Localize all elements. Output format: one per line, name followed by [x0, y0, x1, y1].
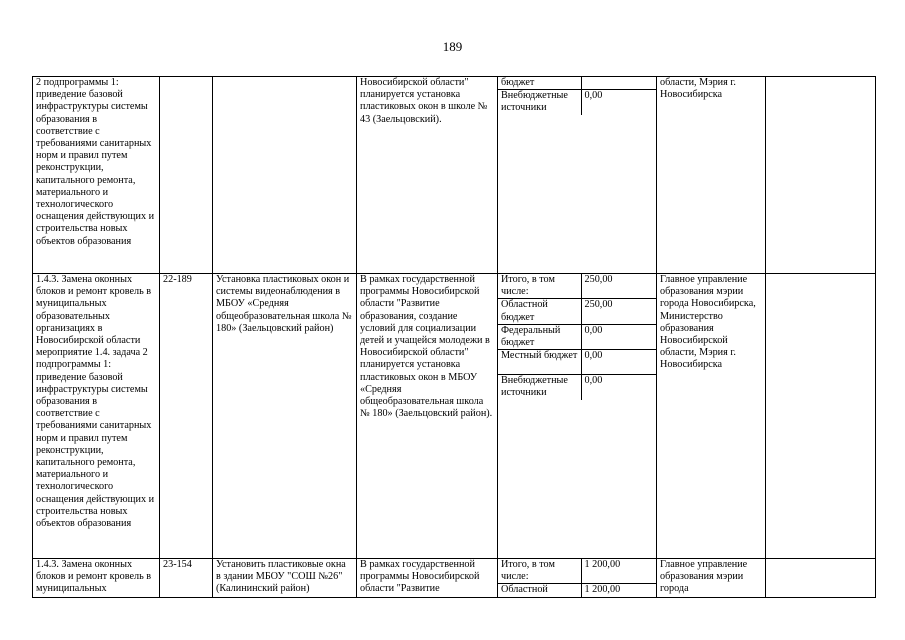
- financing-amount: 250,00: [581, 274, 657, 299]
- financing-table: [498, 559, 657, 597]
- financing-source: Областной бюджет: [498, 299, 581, 324]
- financing-table: [498, 77, 657, 115]
- financing-table: [498, 274, 657, 400]
- financing-source: бюджет: [501, 77, 535, 88]
- financing-amount: 1 200,00: [581, 559, 657, 584]
- financing-source: Местный бюджет: [498, 350, 581, 375]
- executor-cell: Главное управление образования мэрии города Новосибирска, Министерство образования Новосибирской области, Мэрия г. Новосибирска: [657, 274, 766, 559]
- code-cell: 23-154: [160, 559, 213, 598]
- measure-cell: Установка пластиковых окон и системы видеонаблюдения в МБОУ «Средняя общеобразовательная школа № 180» (Заельцовский район): [213, 274, 357, 559]
- financing-row: [498, 584, 657, 597]
- note-cell: [766, 77, 876, 274]
- financing-row: [498, 559, 657, 584]
- financing-amount: 0,00: [581, 324, 657, 349]
- financing-amount: 250,00: [581, 299, 657, 324]
- expected-result-cell: Новосибирской области" планируется установка пластиковых окон в школе № 43 (Заельцовский).: [357, 77, 498, 274]
- financing-amount: 0,00: [581, 350, 657, 375]
- note-cell: [766, 559, 876, 598]
- expected-result-cell: В рамках государственной программы Новосибирской области "Развитие: [357, 559, 498, 598]
- executor-cell: Главное управление образования мэрии города: [657, 559, 766, 598]
- table-row: [33, 274, 876, 559]
- measure-cell: Установить пластиковые окна в здании МБОУ "СОШ №26" (Калининский район): [213, 559, 357, 598]
- code-cell: 22-189: [160, 274, 213, 559]
- page-number: 189: [442, 39, 463, 54]
- action-cell: 1.4.3. Замена оконных блоков и ремонт кровель в муниципальных образовательных организациях в Новосибирской области мероприятие 1.4. задача 2 подпрограммы 1: приведение базовой инфраструктуры системы образования в соответствие с требованиями санитарных норм и правил путем реконструкции, капитального ремонта, материального и технологического оснащения действующих и строительства новых объектов образования: [33, 274, 160, 559]
- measure-cell: [213, 77, 357, 274]
- financing-row: [498, 299, 657, 324]
- financing-row: [498, 77, 657, 90]
- financing-source: Областной: [498, 584, 581, 597]
- financing-amount: 0,00: [581, 90, 657, 115]
- program-table: [32, 76, 876, 598]
- financing-row: [498, 375, 657, 400]
- financing-amount: 0,00: [581, 375, 657, 400]
- financing-row: [498, 274, 657, 299]
- table-row: [33, 559, 876, 598]
- financing-row: [498, 324, 657, 349]
- financing-cell: [498, 77, 657, 274]
- financing-row: [498, 350, 657, 375]
- financing-source: Внебюджетные источники: [498, 90, 581, 115]
- financing-cell: [498, 559, 657, 598]
- executor-cell: области, Мэрия г. Новосибирска: [657, 77, 766, 274]
- financing-source: Итого, в том числе:: [501, 559, 555, 583]
- financing-cell: [498, 274, 657, 559]
- financing-amount: [581, 77, 657, 90]
- action-cell: 1.4.3. Замена оконных блоков и ремонт кровель в муниципальных: [33, 559, 160, 598]
- financing-row: [498, 90, 657, 115]
- financing-source: Итого, в том числе:: [501, 274, 555, 298]
- table-row: [33, 77, 876, 274]
- code-cell: [160, 77, 213, 274]
- action-cell: 2 подпрограммы 1: приведение базовой инфраструктуры системы образования в соответствие с требованиями санитарных норм и правил путем реконструкции, капитального ремонта, материального и технологического оснащения действующих и строительства новых объектов образования: [33, 77, 160, 274]
- financing-source: Внебюджетные источники: [498, 375, 581, 400]
- financing-amount: 1 200,00: [581, 584, 657, 597]
- note-cell: [766, 274, 876, 559]
- financing-source: Федеральный бюджет: [498, 324, 581, 349]
- expected-result-cell: В рамках государственной программы Новосибирской области "Развитие образования, создание условий для социализации детей и учащейся молодежи в Новосибирской области" планируется установка пластиковых окон в МБОУ «Средняя общеобразовательная школа № 180» (Заельцовский район).: [357, 274, 498, 559]
